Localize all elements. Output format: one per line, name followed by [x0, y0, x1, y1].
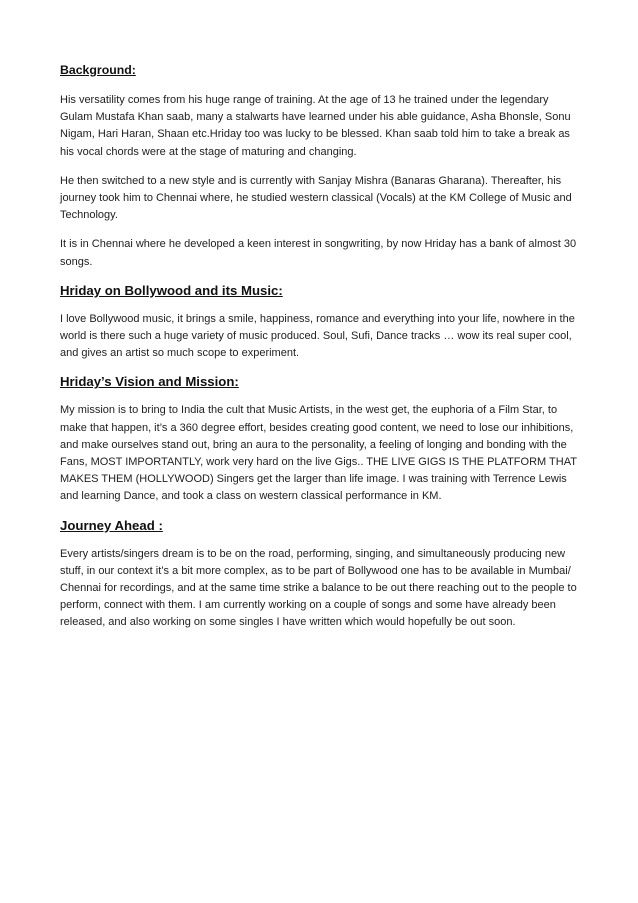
section-heading-journey-ahead: Journey Ahead :	[60, 517, 163, 533]
background-paragraph-3: It is in Chennai where he developed a keen interest in songwriting, by now Hriday has a bank of almost 30 songs.	[60, 238, 577, 268]
vision-mission-paragraph-1: My mission is to bring to India the cult that Music Artists, in the west get, the euphoria of a Film Star, to make that happen, it’s a 360 degree effort, besides creating good content, we need to lose our inhibitions, and make ourselves stand out, bring an aura to the personality, a feeling of longing and bonding with the Fans, MOST IMPORTANTLY, work very hard on the live Gigs.. THE LIVE GIGS IS THE PLATFORM THAT MAKES THEM (HOLLYWOOD) Singers get the larger than life image. I was training with Terrence Lewis and learning Dance, and took a class on western classical performance in KM.	[60, 404, 577, 503]
document-page	[60, 62, 582, 644]
section-heading-bollywood: Hriday on Bollywood and its Music:	[60, 282, 283, 298]
section-heading-background: Background:	[60, 63, 136, 77]
bollywood-paragraph-1: I love Bollywood music, it brings a smile, happiness, romance and everything into your life, nowhere in the world is there such a huge variety of music produced. Soul, Sufi, Dance tracks … wow its real super cool, and gives an artist so much scope to experiment.	[60, 312, 575, 360]
journey-ahead-paragraph-1: Every artists/singers dream is to be on the road, performing, singing, and simultaneously producing new stuff, in our context it’s a bit more complex, as to be part of Bollywood one has to be available in Mumbai/ Chennai for recordings, and at the same time strike a balance to be out there reaching out to the people to perform, connect with them. I am currently working on a couple of songs and some have already been released, and also working on some singles I have written which would hopefully be out soon.	[60, 547, 577, 629]
background-paragraph-1: His versatility comes from his huge range of training. At the age of 13 he trained under the legendary Gulam Mustafa Khan saab, many a stalwarts have learned under his able guidance, Asha Bhonsle, Sonu Nigam, Hari Haran, Shaan etc.Hriday too was lucky to be blessed. Khan saab told him to take a break as his vocal chords were at the stage of maturing and changing.	[60, 94, 571, 158]
background-paragraph-2: He then switched to a new style and is currently with Sanjay Mishra (Banaras Gharana). Thereafter, his journey took him to Chennai where, he studied western classical (Vocals) at the KM College of Music and Technology.	[60, 174, 572, 222]
section-heading-vision-mission: Hriday’s Vision and Mission:	[60, 374, 239, 390]
